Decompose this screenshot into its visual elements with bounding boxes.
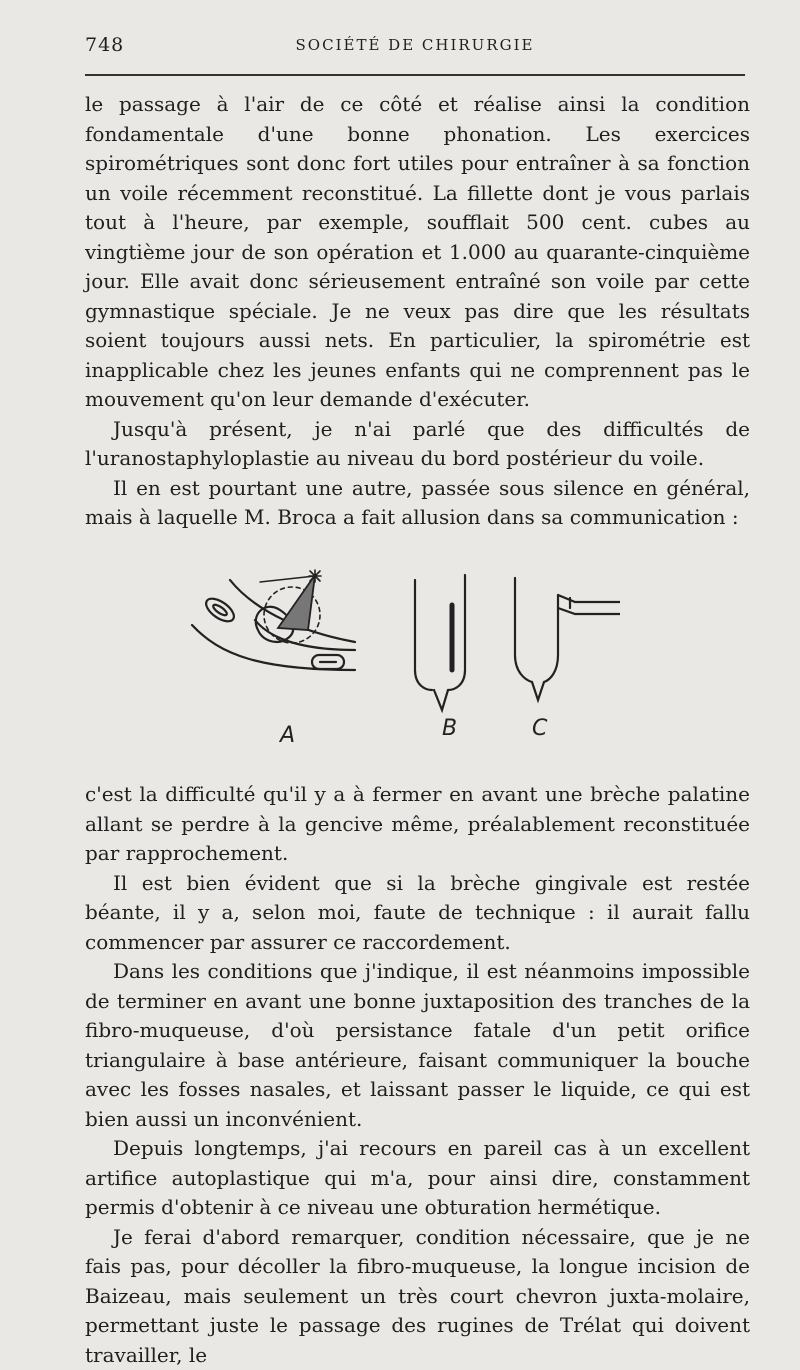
figure-drawing [180, 560, 620, 750]
tip-c [532, 682, 544, 700]
flap-hatched [278, 575, 315, 630]
palate-outline-lower [192, 625, 355, 670]
tip-b [434, 690, 448, 710]
paragraph: Jusqu'à présent, je n'ai parlé que des difficultés de l'uranostaphyloplastie au niveau du bord postérieur du voile. [85, 415, 750, 474]
text-block-bottom [85, 780, 750, 1370]
figure-label-a: A [278, 723, 295, 748]
tube-b-left [415, 580, 432, 690]
figure-label-b: B [442, 716, 457, 741]
paragraph: Dans les conditions que j'indique, il est néanmoins impossible de terminer en avant une bonne juxtaposition des tranches de la fibro-muqueuse, d'où persistance fatale d'un petit orifice triangulaire à base antérieure, faisant communiquer la bouche avec les fosses nasales, et laissant passer le liquide, ce qui est bien aussi un inconvénient. [85, 957, 750, 1134]
surgical-figure [180, 560, 620, 750]
paragraph: Il en est pourtant une autre, passée sous silence en général, mais à laquelle M. Broca a fait allusion dans sa communication : [85, 474, 750, 533]
paragraph: Il est bien évident que si la brèche gingivale est restée béante, il y a, selon moi, faute de technique : il aurait fallu commencer par assurer ce raccordement. [85, 869, 750, 958]
text-block-top [85, 90, 750, 533]
paragraph: c'est la difficulté qu'il y a à fermer en avant une brèche palatine allant se perdre à la gencive même, préalablement reconstituée par rapprochement. [85, 780, 750, 869]
running-title: SOCIÉTÉ DE CHIRURGIE [85, 36, 745, 54]
paragraph: Je ferai d'abord remarquer, condition nécessaire, que je ne fais pas, pour décoller la fibro-muqueuse, la longue incision de Baizeau, mais seulement un très court chevron juxta-molaire, permettant juste le passage des rugines de Trélat qui doivent travailler, le [85, 1223, 750, 1370]
tube-c-right [544, 595, 558, 682]
tooth-a [202, 594, 237, 625]
paragraph: Depuis longtemps, j'ai recours en pareil cas à un excellent artifice autoplastique qui m'a, pour ainsi dire, constamment permis d'obtenir à ce niveau une obturation hermétique. [85, 1134, 750, 1223]
header-rule [85, 74, 745, 76]
page-header [85, 34, 745, 60]
tube-c-left [515, 578, 532, 682]
paragraph: le passage à l'air de ce côté et réalise ainsi la condition fondamentale d'une bonne phonation. Les exercices spirométriques sont donc fort utiles pour entraîner à sa fonction un voile récemment reconstitué. La fillette dont je vous parlais tout à l'heure, par exemple, soufflait 500 cent. cubes au vingtième jour de son opération et 1.000 au quarante-cinquième jour. Elle avait donc sérieusement entraîné son voile par cette gymnastique spéciale. Je ne veux pas dire que les résultats soient toujours aussi nets. En particulier, la spirométrie est inapplicable chez les jeunes enfants qui ne comprennent pas le mouvement qu'on leur demande d'exécuter. [85, 90, 750, 415]
page-number: 748 [85, 34, 124, 56]
figure-label-c: C [532, 716, 548, 741]
branch-c [558, 595, 620, 614]
